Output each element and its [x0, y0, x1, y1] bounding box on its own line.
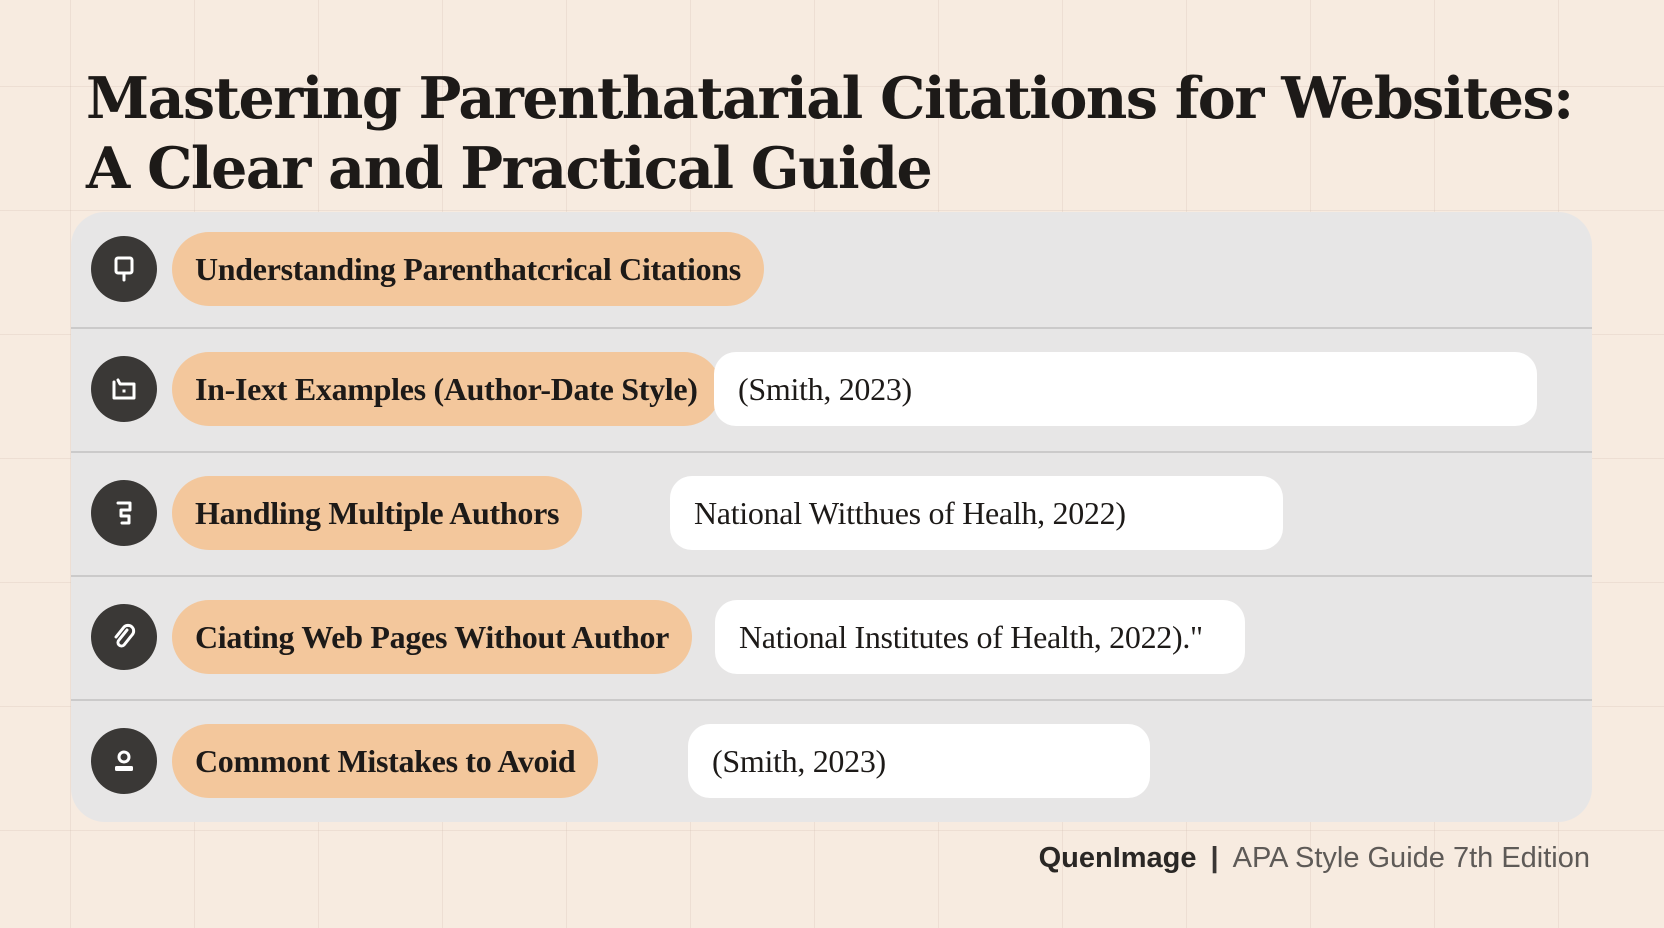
footer-separator: |: [1210, 842, 1219, 874]
topic-row-multiple-authors: [71, 451, 1592, 577]
topic-row-in-text-examples: [71, 327, 1592, 453]
brand-name: QuenImage: [1038, 842, 1197, 874]
topic-row-understanding: [71, 212, 1592, 336]
speech-bubble-icon: [91, 236, 157, 302]
topic-label: Handling Multiple Authors: [172, 476, 582, 550]
user-icon: [91, 728, 157, 794]
citation-example: National Institutes of Health, 2022).": [715, 600, 1245, 674]
topic-row-no-author: [71, 575, 1592, 701]
edition-label: APA Style Guide 7th Edition: [1232, 842, 1590, 874]
topic-label: In-Iext Examples (Author-Date Style): [172, 352, 721, 426]
citation-example: (Smith, 2023): [688, 724, 1150, 798]
browser-window-icon: [91, 356, 157, 422]
topic-label: Commont Mistakes to Avoid: [172, 724, 598, 798]
citation-example: National Witthues of Healh, 2022): [670, 476, 1283, 550]
topic-row-common-mistakes: [71, 699, 1592, 822]
paperclip-icon: [91, 604, 157, 670]
hook-glyph-icon: [91, 480, 157, 546]
page-title: [86, 64, 1573, 204]
title-line-1: Mastering Parenthatarial Citations for Websites:: [86, 65, 1573, 132]
topic-label: Ciating Web Pages Without Author: [172, 600, 692, 674]
topics-panel: [71, 212, 1592, 822]
footer: [1039, 842, 1590, 875]
topic-label: Understanding Parenthatcrical Citations: [172, 232, 764, 306]
title-line-2: A Clear and Practical Guide: [86, 135, 932, 202]
citation-example: (Smith, 2023): [714, 352, 1537, 426]
